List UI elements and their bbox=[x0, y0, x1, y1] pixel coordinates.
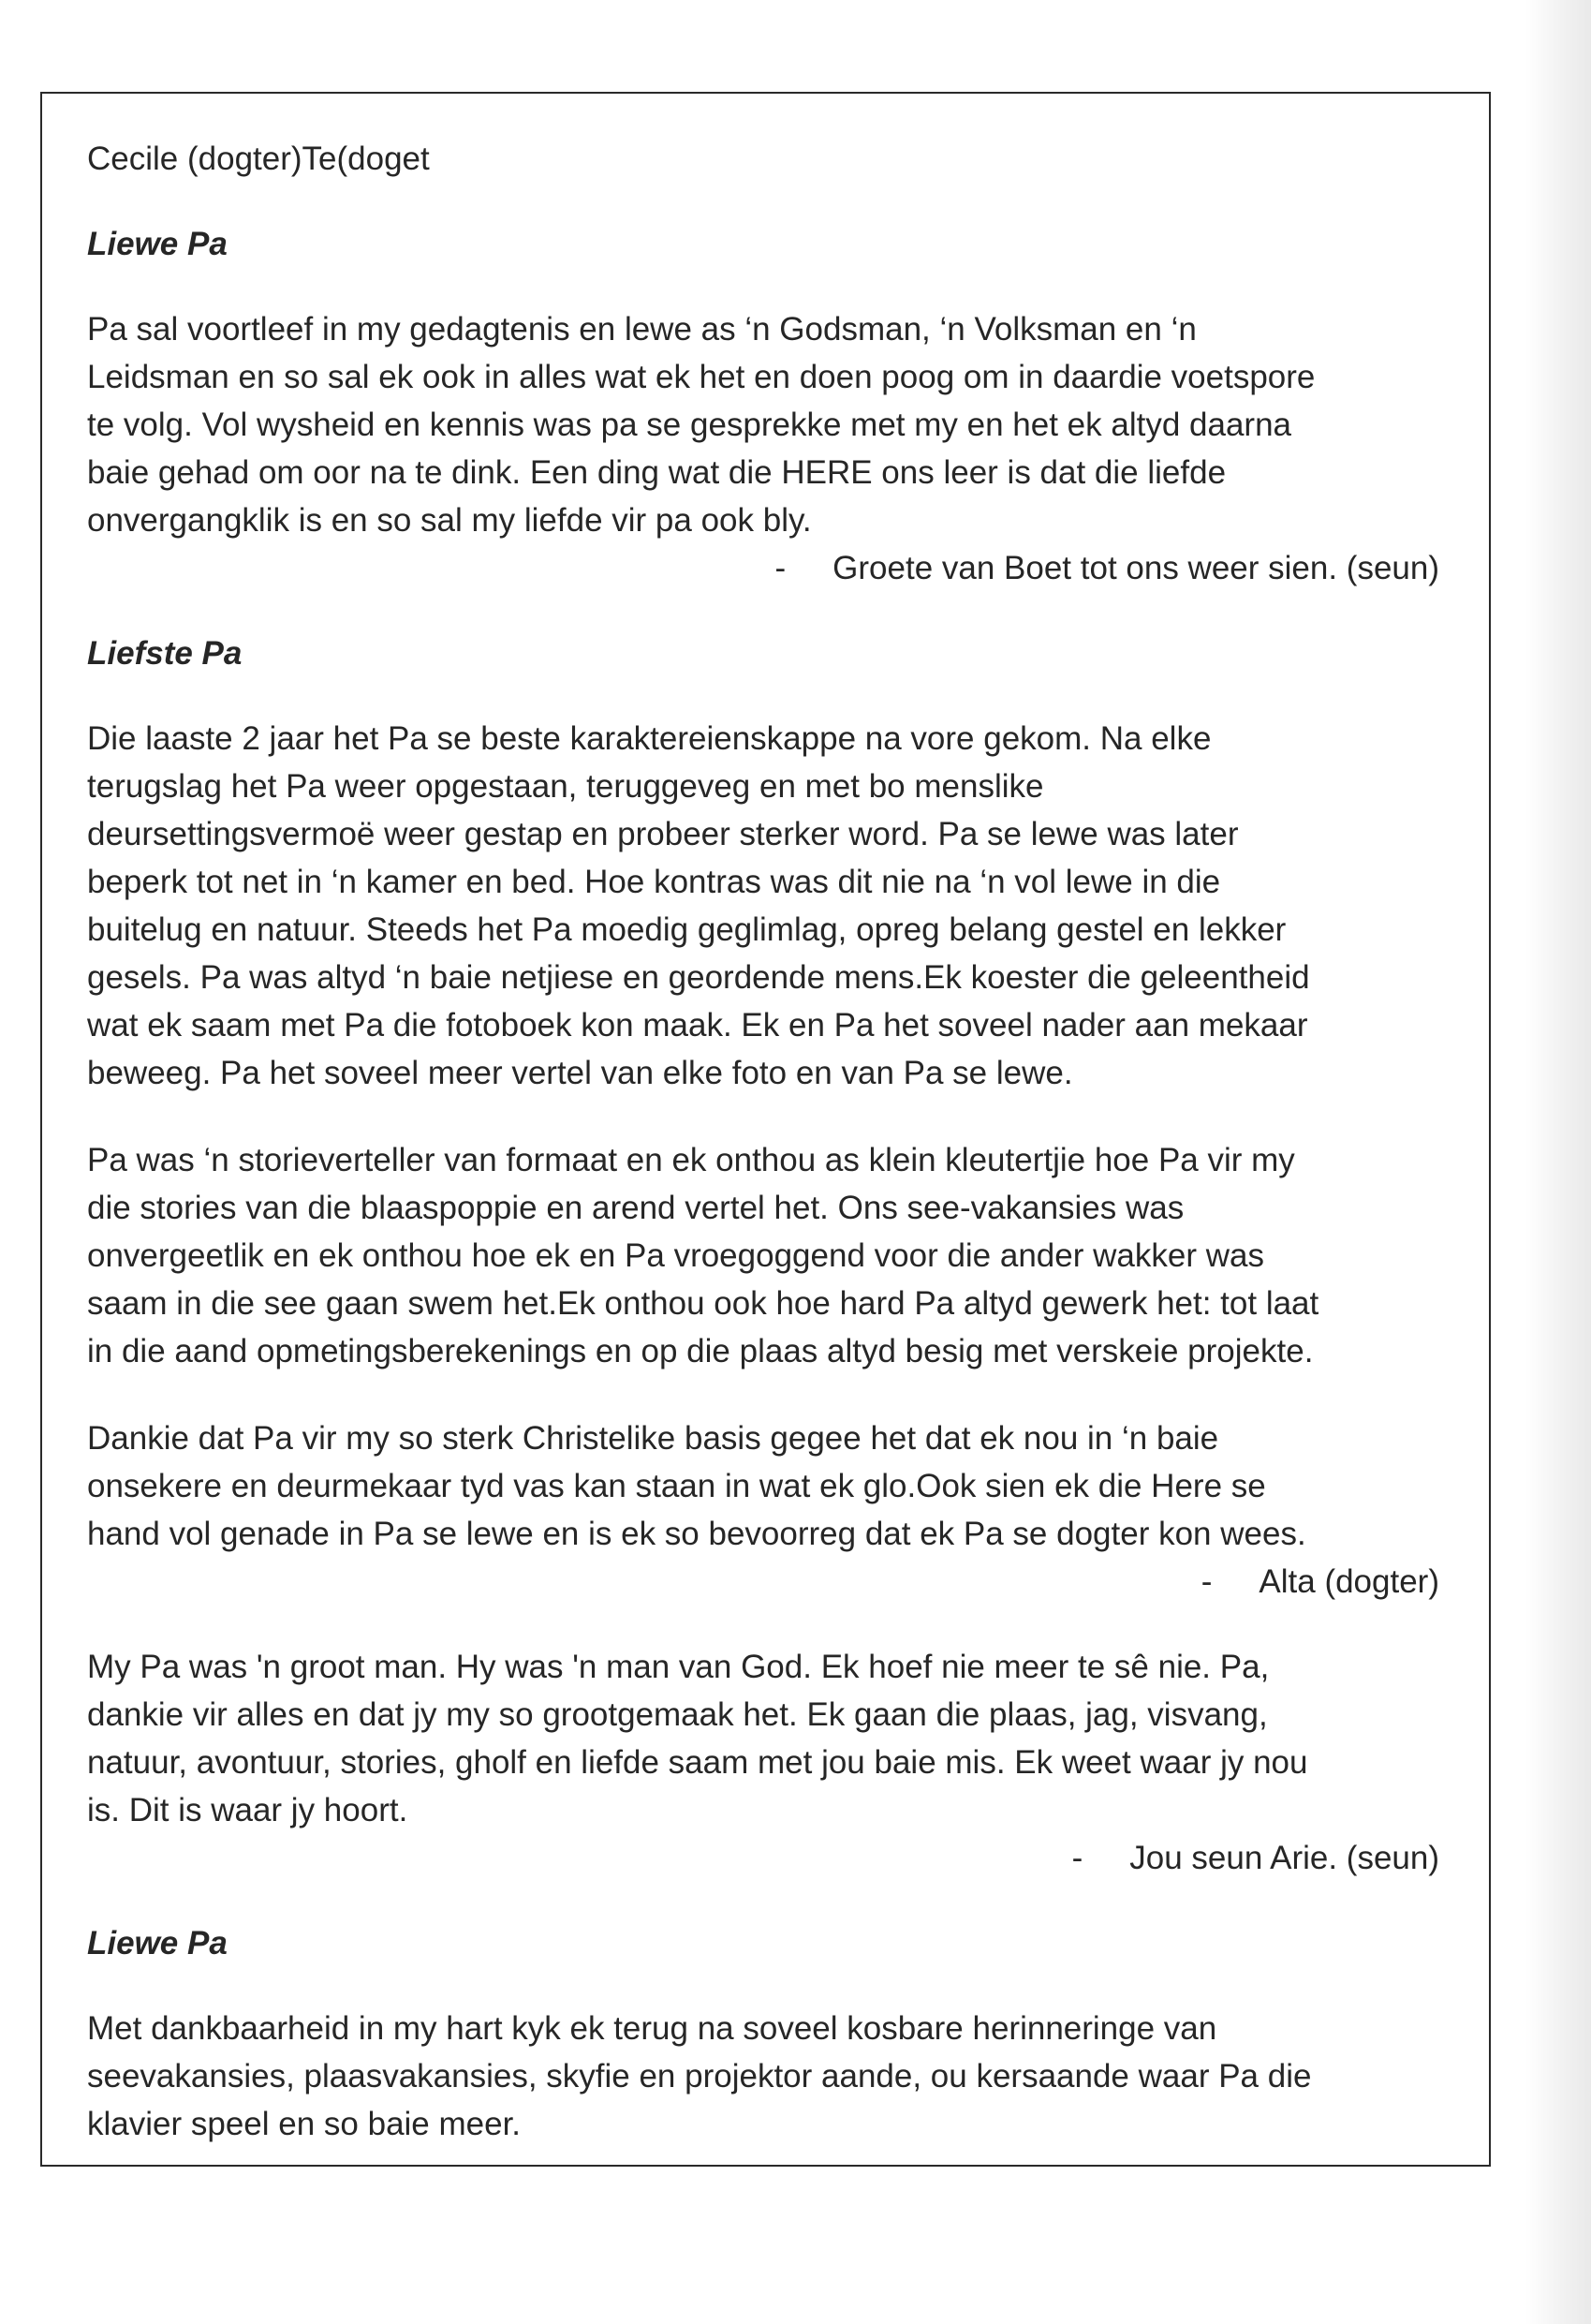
signature-dash: - bbox=[774, 550, 787, 586]
signature-text: Alta (dogter) bbox=[1259, 1563, 1439, 1600]
text-line: Die laaste 2 jaar het Pa se beste karaktereienskappe na vore gekom. Na elke bbox=[87, 720, 1212, 757]
text-line: onvergangklik is en so sal my liefde vir pa ook bly. bbox=[87, 502, 812, 539]
text-line: terugslag het Pa weer opgestaan, teruggeveg en met bo menslike bbox=[87, 768, 1044, 805]
text-line: buitelug en natuur. Steeds het Pa moedig geglimlag, opreg belang gestel en lekker bbox=[87, 911, 1287, 948]
text-line: gesels. Pa was altyd ‘n baie netjiese en geordende mens.Ek koester die geleentheid bbox=[87, 959, 1310, 996]
letter3-paragraph bbox=[87, 1643, 1445, 1834]
signature-text: Jou seun Arie. (seun) bbox=[1129, 1840, 1439, 1876]
letter2-paragraph-1 bbox=[87, 715, 1445, 1097]
salutation-liewe-pa-1: Liewe Pa bbox=[87, 226, 228, 262]
text-line: klavier speel en so baie meer. bbox=[87, 2106, 522, 2142]
text-line: die stories van die blaaspoppie en arend vertel het. Ons see-vakansies was bbox=[87, 1190, 1185, 1226]
text-line: Leidsman en so sal ek ook in alles wat ek het en doen poog om in daardie voetspore bbox=[87, 359, 1316, 395]
text-line: natuur, avontuur, stories, gholf en liefde saam met jou baie mis. Ek weet waar jy nou bbox=[87, 1744, 1308, 1781]
text-line: Pa was ‘n storieverteller van formaat en ek onthou as klein kleutertjie hoe Pa vir my bbox=[87, 1142, 1295, 1178]
text-line: te volg. Vol wysheid en kennis was pa se gesprekke met my en het ek altyd daarna bbox=[87, 407, 1291, 443]
signature-boet bbox=[87, 544, 1445, 592]
signature-text: Groete van Boet tot ons weer sien. (seun) bbox=[832, 550, 1439, 586]
text-line: dankie vir alles en dat jy my so grootgemaak het. Ek gaan die plaas, jag, visvang, bbox=[87, 1696, 1268, 1733]
text-line: Dankie dat Pa vir my so sterk Christelike basis gegee het dat ek nou in ‘n baie bbox=[87, 1420, 1219, 1457]
text-line: in die aand opmetingsberekenings en op die plaas altyd besig met verskeie projekte. bbox=[87, 1333, 1314, 1369]
text-line: is. Dit is waar jy hoort. bbox=[87, 1792, 408, 1828]
text-line: My Pa was 'n groot man. Hy was 'n man van God. Ek hoef nie meer te sê nie. Pa, bbox=[87, 1649, 1270, 1685]
text-line: hand vol genade in Pa se lewe en is ek so bevoorreg dat ek Pa se dogter kon wees. bbox=[87, 1516, 1306, 1552]
text-line: Met dankbaarheid in my hart kyk ek terug na soveel kosbare herinneringe van bbox=[87, 2010, 1217, 2047]
page-edge-shadow bbox=[1525, 0, 1591, 2324]
text-line: beweeg. Pa het soveel meer vertel van elke foto en van Pa se lewe. bbox=[87, 1055, 1073, 1091]
signature-dash: - bbox=[1201, 1563, 1213, 1600]
text-line: Pa sal voortleef in my gedagtenis en lewe as ‘n Godsman, ‘n Volksman en ‘n bbox=[87, 311, 1197, 348]
signature-arie bbox=[87, 1834, 1445, 1882]
signature-dash: - bbox=[1071, 1840, 1083, 1876]
letter4-paragraph bbox=[87, 2005, 1445, 2148]
text-line: deursettingsvermoë weer gestap en probeer sterker word. Pa se lewe was later bbox=[87, 816, 1239, 852]
salutation-liewe-pa-2: Liewe Pa bbox=[87, 1925, 228, 1961]
text-line: onsekere en deurmekaar tyd vas kan staan in wat ek glo.Ook sien ek die Here se bbox=[87, 1468, 1266, 1504]
text-line: wat ek saam met Pa die fotoboek kon maak. Ek en Pa het soveel nader aan mekaar bbox=[87, 1007, 1308, 1044]
letter2-paragraph-2 bbox=[87, 1136, 1445, 1375]
text-line: baie gehad om oor na te dink. Een ding wat die HERE ons leer is dat die liefde bbox=[87, 454, 1227, 491]
letter1-paragraph bbox=[87, 305, 1445, 544]
salutation-liefste-pa: Liefste Pa bbox=[87, 635, 243, 672]
text-line: seevakansies, plaasvakansies, skyfie en projektor aande, ou kersaande waar Pa die bbox=[87, 2058, 1312, 2095]
letter2-paragraph-3 bbox=[87, 1414, 1445, 1558]
top-line: Cecile (dogter)Te(doget bbox=[87, 141, 430, 177]
text-line: beperk tot net in ‘n kamer en bed. Hoe kontras was dit nie na ‘n vol lewe in die bbox=[87, 864, 1221, 900]
document-body bbox=[87, 135, 1445, 2148]
text-line: saam in die see gaan swem het.Ek onthou ook hoe hard Pa altyd gewerk het: tot laat bbox=[87, 1285, 1319, 1322]
text-line: onvergeetlik en ek onthou hoe ek en Pa vroegoggend voor die ander wakker was bbox=[87, 1237, 1264, 1274]
signature-alta bbox=[87, 1558, 1445, 1606]
